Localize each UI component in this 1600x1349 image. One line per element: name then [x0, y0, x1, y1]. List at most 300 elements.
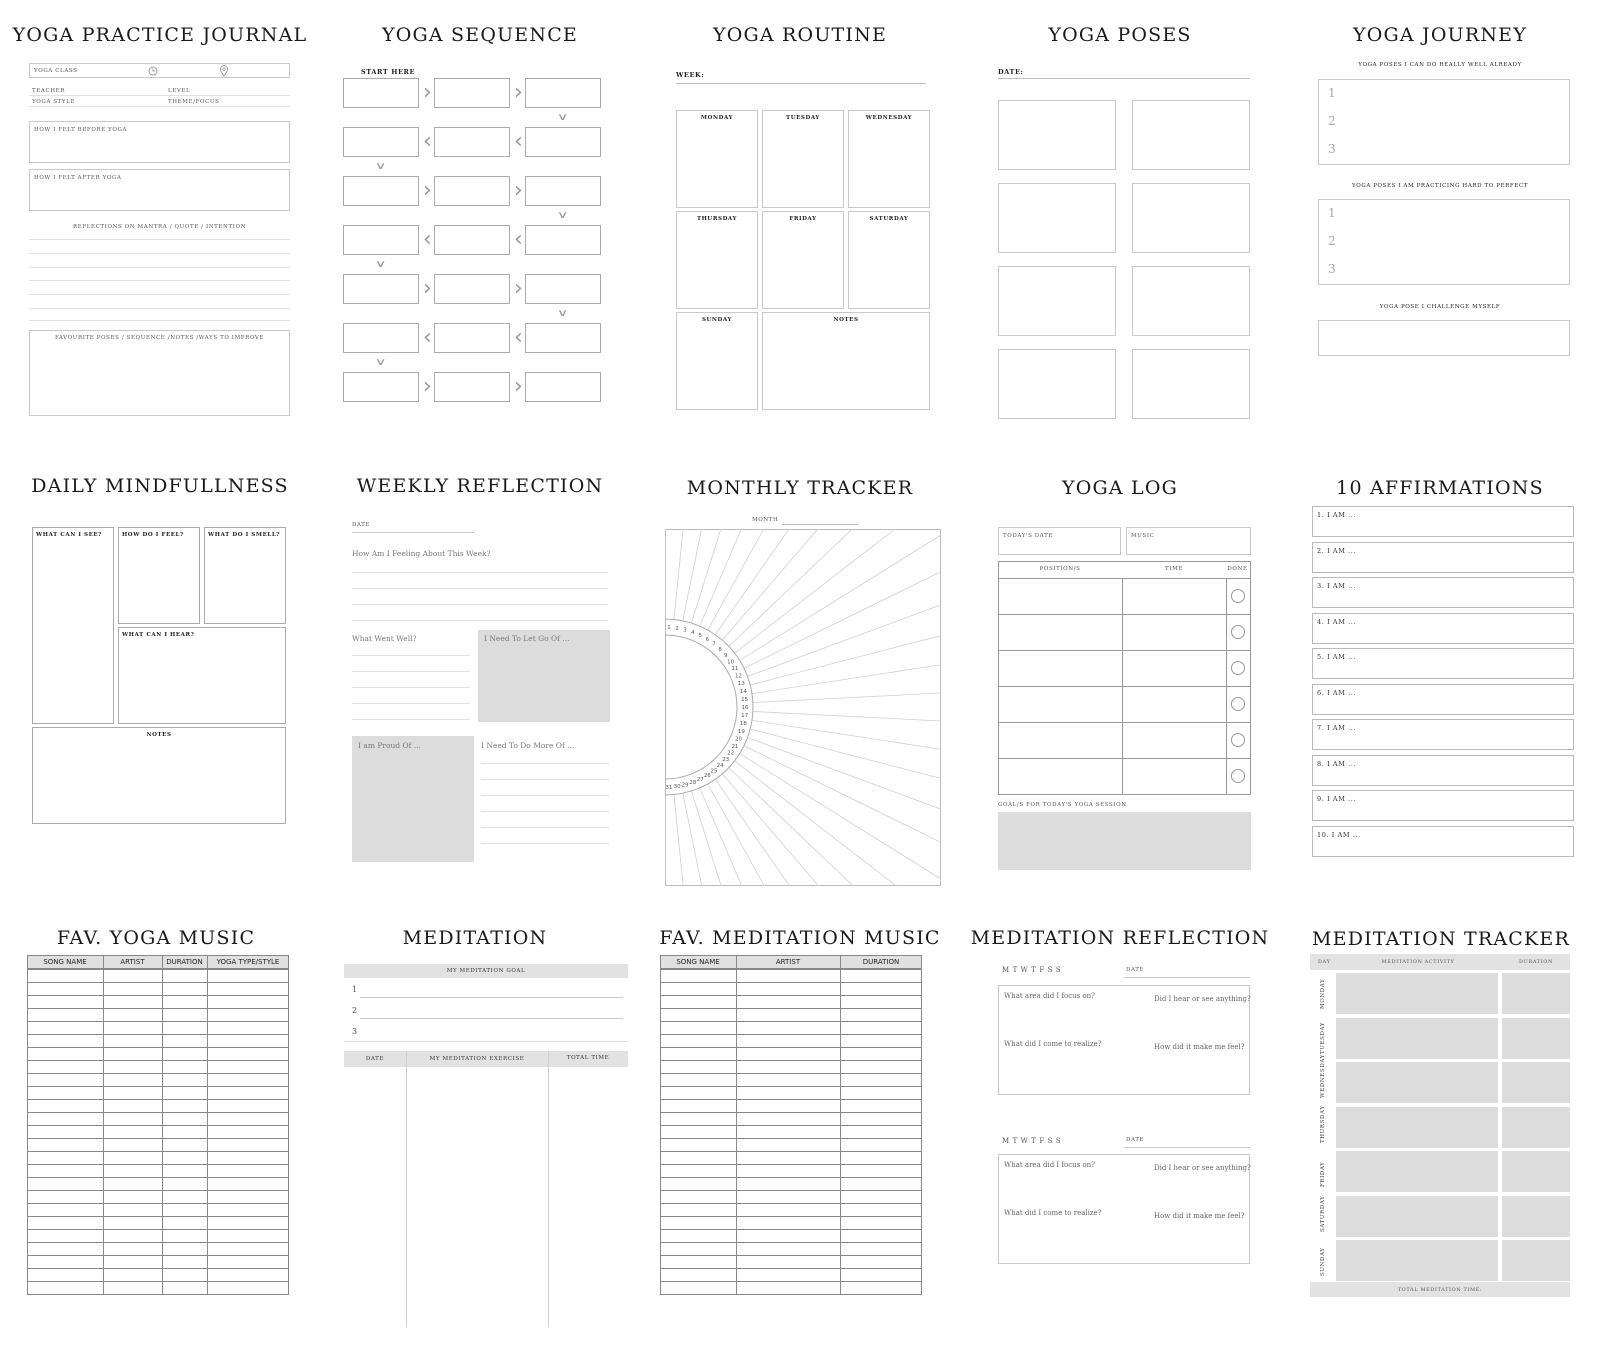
date-line — [1124, 977, 1250, 978]
day-number: 5 — [698, 633, 702, 640]
day-number: 15 — [741, 696, 749, 703]
table-row[interactable] — [660, 1060, 922, 1061]
log-table — [998, 561, 1251, 795]
see-label: WHAT CAN I SEE? — [36, 532, 103, 538]
column-header: DURATION — [166, 958, 203, 966]
realize-label: What did I come to realize? — [1004, 1040, 1102, 1048]
table-row[interactable] — [27, 1294, 289, 1295]
day-number: 27 — [696, 776, 704, 783]
table-row[interactable] — [660, 969, 922, 970]
table-row[interactable] — [660, 1229, 922, 1230]
column-divider — [406, 1051, 407, 1327]
line — [481, 827, 609, 828]
column-header: DURATION — [862, 958, 900, 966]
activity-cell[interactable] — [1336, 1018, 1498, 1059]
goals-box[interactable] — [998, 812, 1251, 870]
sequence-step-box[interactable] — [525, 372, 601, 402]
sequence-step-box[interactable] — [434, 78, 510, 108]
table-row[interactable] — [27, 1151, 289, 1152]
day-box-saturday[interactable] — [848, 211, 930, 309]
duration-cell[interactable] — [1502, 973, 1570, 1014]
hear-box[interactable] — [118, 627, 286, 724]
day-number: 26 — [703, 772, 711, 779]
sequence-step-box[interactable] — [343, 176, 419, 206]
day-number: 24 — [716, 762, 724, 769]
day-box-wednesday[interactable] — [848, 110, 930, 208]
item-number: 2 — [1328, 234, 1336, 248]
day-label: FRIDAY — [1320, 1161, 1326, 1187]
table-row[interactable] — [27, 1112, 289, 1113]
divider — [29, 106, 290, 107]
panel-meditation — [320, 900, 640, 1340]
line — [481, 843, 609, 844]
day-number: 17 — [741, 713, 749, 720]
date-line — [1124, 1147, 1250, 1148]
column-header: ARTIST — [120, 958, 145, 966]
column-divider — [162, 955, 163, 1294]
yoga-style-label: YOGA STYLE — [32, 99, 75, 105]
chevron-left-icon: ‹ — [514, 129, 523, 154]
item-number: 2 — [1328, 114, 1336, 128]
panel-yoga-poses — [960, 0, 1280, 430]
column-divider — [288, 955, 289, 1294]
sequence-step-box[interactable] — [434, 323, 510, 353]
table-row[interactable] — [27, 1034, 289, 1035]
day-number: 9 — [723, 652, 728, 659]
done-checkbox[interactable] — [1231, 661, 1245, 675]
day-number: 21 — [731, 743, 739, 750]
hear-label: Did I hear or see anything? — [1154, 995, 1251, 1003]
theme-label: THEME/FOCUS — [168, 99, 220, 105]
table-row[interactable] — [660, 1138, 922, 1139]
table-row[interactable] — [27, 1242, 289, 1243]
date-header: DATE — [365, 1056, 385, 1062]
feel-label: HOW DO I FEEL? — [122, 532, 184, 538]
day-label-friday: FRIDAY — [789, 216, 817, 222]
page-title: MONTHLY TRACKER — [686, 477, 914, 499]
done-checkbox[interactable] — [1231, 769, 1245, 783]
pose-box[interactable] — [998, 100, 1116, 170]
favourite-poses-box[interactable] — [29, 330, 290, 416]
pose-box[interactable] — [1132, 183, 1250, 253]
day-number: 29 — [681, 782, 689, 789]
column-divider — [840, 955, 841, 1294]
sequence-step-box[interactable] — [434, 127, 510, 157]
table-row[interactable] — [660, 1047, 922, 1048]
panel-10-affirmations — [1280, 450, 1600, 880]
date-label: DATE: — [998, 68, 1024, 76]
column-header: YOGA TYPE/STYLE — [216, 958, 280, 966]
done-header: DONE — [1227, 566, 1248, 572]
table-row[interactable] — [660, 1242, 922, 1243]
day-number: 16 — [741, 705, 749, 711]
sequence-step-box[interactable] — [343, 323, 419, 353]
page-title: YOGA POSES — [1048, 24, 1192, 46]
sequence-step-box[interactable] — [434, 225, 510, 255]
chevron-left-icon: ‹ — [423, 325, 432, 350]
panel-yoga-journey — [1280, 0, 1600, 430]
chevron-left-icon: ‹ — [514, 325, 523, 350]
weekday-selector[interactable]: M T W T F S S — [1002, 966, 1062, 974]
table-row[interactable] — [660, 1216, 922, 1217]
column-header: SONG NAME — [43, 958, 87, 966]
table-row[interactable] — [27, 1125, 289, 1126]
sequence-step-box[interactable] — [525, 78, 601, 108]
feel-box[interactable] — [118, 527, 200, 624]
table-row[interactable] — [660, 1294, 922, 1295]
duration-cell[interactable] — [1502, 1240, 1570, 1281]
chevron-left-icon: ‹ — [423, 129, 432, 154]
goal-number: 3 — [352, 1027, 358, 1036]
column-divider — [660, 955, 661, 1294]
line — [481, 763, 609, 764]
table-row[interactable] — [660, 1177, 922, 1178]
column-divider — [27, 955, 28, 1294]
day-label-wednesday: WEDNESDAY — [865, 115, 913, 121]
table-row[interactable] — [27, 995, 289, 996]
focus-label: What area did I focus on? — [1004, 992, 1095, 1000]
day-number: 4 — [691, 629, 695, 636]
table-row[interactable] — [660, 1112, 922, 1113]
affirmation-label: 9. I AM ... — [1317, 795, 1357, 803]
table-row[interactable] — [660, 1255, 922, 1256]
sequence-step-box[interactable] — [525, 176, 601, 206]
panel-yoga-practice-journal — [0, 0, 320, 430]
table-row[interactable] — [27, 1086, 289, 1087]
day-number: 31 — [665, 784, 673, 791]
done-checkbox[interactable] — [1231, 733, 1245, 747]
day-number: 28 — [689, 780, 697, 787]
tracker-frame — [666, 530, 941, 886]
day-number: 14 — [739, 688, 747, 695]
positions-header: POSITION/S — [1039, 566, 1081, 572]
table-row[interactable] — [660, 1151, 922, 1152]
day-header: DAY — [1318, 959, 1331, 965]
sequence-step-box[interactable] — [343, 127, 419, 157]
sequence-step-box[interactable] — [434, 274, 510, 304]
row-divider — [998, 722, 1251, 723]
divider — [29, 95, 290, 96]
line — [352, 655, 470, 656]
column-divider — [921, 955, 922, 1294]
panel-monthly-tracker — [640, 450, 960, 880]
page-title: YOGA SEQUENCE — [381, 24, 579, 46]
music-field[interactable] — [1126, 527, 1251, 555]
day-label: THURSDAY — [1320, 1104, 1326, 1143]
pose-box[interactable] — [998, 266, 1116, 336]
page-title: WEEKLY REFLECTION — [356, 475, 604, 497]
affirmation-label: 4. I AM ... — [1317, 617, 1357, 626]
table-row[interactable] — [27, 1021, 289, 1022]
sequence-step-box[interactable] — [434, 372, 510, 402]
duration-cell[interactable] — [1502, 1151, 1570, 1192]
panel-yoga-log — [960, 450, 1280, 880]
line — [29, 253, 290, 254]
page-title: DAILY MINDFULLNESS — [31, 475, 289, 497]
sequence-step-box[interactable] — [343, 78, 419, 108]
activity-header: MEDITATION ACTIVITY — [1381, 959, 1455, 965]
page-title: MEDITATION — [402, 927, 548, 949]
panel-daily-mindfulness — [0, 450, 320, 880]
pose-box[interactable] — [998, 349, 1116, 419]
affirmation-label: 7. I AM ... — [1317, 724, 1357, 732]
day-number: 6 — [705, 637, 710, 644]
table-row[interactable] — [27, 1255, 289, 1256]
notes-label: NOTES — [146, 732, 172, 738]
page-title: YOGA JOURNEY — [1352, 24, 1527, 46]
sequence-step-box[interactable] — [343, 372, 419, 402]
table-row[interactable] — [27, 1047, 289, 1048]
affirmation-label: 1. I AM ... — [1317, 511, 1357, 519]
table-row[interactable] — [27, 1177, 289, 1178]
chevron-down-icon: ∨ — [556, 308, 569, 319]
affirmation-label: 5. I AM ... — [1317, 653, 1357, 661]
notes-label: NOTES — [833, 317, 859, 323]
table-row[interactable] — [27, 1099, 289, 1100]
day-label-tuesday: TUESDAY — [786, 115, 820, 121]
item-number: 3 — [1328, 142, 1336, 156]
duration-cell[interactable] — [1502, 1062, 1570, 1103]
line — [29, 294, 290, 295]
practicing-box[interactable] — [1318, 199, 1570, 285]
day-label-sunday: SUNDAY — [701, 317, 733, 323]
challenge-box[interactable] — [1318, 320, 1570, 356]
goals-label: GOAL/S FOR TODAY'S YOGA SESSION — [998, 802, 1127, 808]
table-row[interactable] — [660, 1268, 922, 1269]
table-row[interactable] — [27, 1060, 289, 1061]
total-time-header: TOTAL TIME — [566, 1055, 610, 1061]
chevron-right-icon: › — [514, 276, 523, 301]
table-row[interactable] — [27, 1268, 289, 1269]
activity-cell[interactable] — [1336, 1062, 1498, 1103]
affirmation-label: 8. I AM ... — [1317, 759, 1357, 768]
line — [360, 997, 623, 998]
column-divider — [736, 955, 737, 1294]
see-box[interactable] — [32, 527, 114, 724]
line — [352, 604, 608, 605]
line — [29, 320, 290, 321]
duration-cell[interactable] — [1502, 1196, 1570, 1237]
row-divider — [998, 686, 1251, 687]
sequence-step-box[interactable] — [343, 274, 419, 304]
activity-cell[interactable] — [1336, 1107, 1498, 1148]
yoga-class-label: YOGA CLASS — [34, 68, 78, 74]
date-label: DATE — [1126, 967, 1145, 973]
chevron-down-icon: ∨ — [556, 210, 569, 221]
day-number: 11 — [731, 666, 739, 673]
page-title: FAV. MEDITATION MUSIC — [659, 927, 941, 949]
location-pin-icon — [219, 65, 229, 77]
line — [352, 703, 470, 704]
time-header: TIME — [1165, 566, 1183, 572]
table-row[interactable] — [660, 1008, 922, 1009]
well-box[interactable] — [1318, 79, 1570, 165]
todays-date-field[interactable] — [998, 527, 1121, 555]
table-row[interactable] — [27, 969, 289, 970]
chevron-right-icon: › — [514, 374, 523, 399]
table-row[interactable] — [27, 1203, 289, 1204]
sequence-step-box[interactable] — [343, 225, 419, 255]
page-title: YOGA LOG — [1061, 477, 1179, 499]
column-header: SONG NAME — [676, 958, 720, 966]
feel-label: How did it make me feel? — [1154, 1212, 1245, 1220]
table-row[interactable] — [27, 1138, 289, 1139]
day-label: SUNDAY — [1320, 1247, 1326, 1276]
day-label: TUESDAY — [1320, 1021, 1326, 1054]
day-number: 22 — [727, 750, 735, 757]
clock-icon — [148, 66, 158, 76]
pose-box[interactable] — [1132, 100, 1250, 170]
duration-header: DURATION — [1519, 959, 1553, 965]
day-number: 1 — [667, 625, 671, 632]
pose-box[interactable] — [998, 183, 1116, 253]
line — [481, 795, 609, 796]
table-row[interactable] — [660, 1021, 922, 1022]
panel-fav-meditation-music — [640, 900, 960, 1340]
day-number: 25 — [710, 768, 718, 775]
date-line — [998, 78, 1250, 79]
hear-label: WHAT CAN I HEAR? — [122, 632, 195, 638]
done-checkbox[interactable] — [1231, 697, 1245, 711]
week-label: WEEK: — [676, 71, 705, 79]
table-row[interactable] — [27, 1281, 289, 1282]
date-label: DATE — [352, 522, 371, 528]
row-divider — [998, 578, 1251, 579]
page-title: YOGA PRACTICE JOURNAL — [12, 24, 308, 46]
day-number: 19 — [737, 728, 745, 735]
line — [481, 779, 609, 780]
table-row[interactable] — [660, 1073, 922, 1074]
activity-cell[interactable] — [1336, 1151, 1498, 1192]
day-number: 20 — [735, 736, 743, 743]
let-go-label: I Need To Let Go Of ... — [484, 634, 570, 643]
day-number: 2 — [675, 625, 679, 632]
date-line — [352, 532, 474, 533]
table-row[interactable] — [660, 1125, 922, 1126]
chevron-left-icon: ‹ — [514, 227, 523, 252]
realize-label: What did I come to realize? — [1004, 1209, 1102, 1217]
went-well-label: What Went Well? — [352, 634, 417, 643]
done-checkbox[interactable] — [1231, 589, 1245, 603]
day-box-tuesday[interactable] — [762, 110, 844, 208]
level-label: LEVEL — [168, 88, 191, 94]
table-row[interactable] — [27, 982, 289, 983]
music-label: MUSIC — [1131, 533, 1155, 539]
sequence-step-box[interactable] — [525, 274, 601, 304]
reflections-label: REFLECTIONS ON MANTRA / QUOTE / INTENTION — [72, 224, 247, 230]
day-label-monday: MONDAY — [700, 115, 734, 121]
table-row[interactable] — [660, 1281, 922, 1282]
activity-cell[interactable] — [1336, 973, 1498, 1014]
page-title: MEDITATION REFLECTION — [970, 927, 1270, 949]
proud-box[interactable] — [352, 736, 474, 862]
weekday-selector[interactable]: M T W T F S S — [1002, 1137, 1062, 1145]
table-row[interactable] — [27, 1190, 289, 1191]
day-box-sunday[interactable] — [676, 312, 758, 410]
challenge-label: YOGA POSE I CHALLENGE MYSELF — [1379, 304, 1501, 310]
table-row[interactable] — [660, 1099, 922, 1100]
table-row[interactable] — [27, 1008, 289, 1009]
page-title: MEDITATION TRACKER — [1311, 928, 1570, 950]
day-label-saturday: SATURDAY — [869, 216, 909, 222]
table-row[interactable] — [27, 1164, 289, 1165]
well-label: YOGA POSES I CAN DO REALLY WELL ALREADY — [1358, 62, 1522, 68]
day-number: 23 — [722, 757, 730, 764]
duration-cell[interactable] — [1502, 1018, 1570, 1059]
date-label: DATE — [1126, 1137, 1145, 1143]
day-label: WEDNESDAY — [1320, 1054, 1326, 1098]
favourite-poses-label: FAVOURITE POSES / SEQUENCE /NOTES /WAYS TO IMPROVE — [54, 335, 265, 341]
notes-box[interactable] — [762, 312, 930, 410]
item-number: 3 — [1328, 262, 1336, 276]
done-checkbox[interactable] — [1231, 625, 1245, 639]
day-box-thursday[interactable] — [676, 211, 758, 309]
table-row[interactable] — [660, 1086, 922, 1087]
column-header: ARTIST — [775, 958, 801, 966]
activity-cell[interactable] — [1336, 1196, 1498, 1237]
column-divider — [207, 955, 208, 1294]
chevron-down-icon: ∨ — [556, 112, 569, 123]
chevron-right-icon: › — [514, 178, 523, 203]
panel-weekly-reflection — [320, 450, 640, 880]
month-line — [782, 524, 858, 525]
pose-box[interactable] — [1132, 349, 1250, 419]
proud-label: I am Proud Of ... — [358, 741, 421, 750]
focus-label: What area did I focus on? — [1004, 1161, 1095, 1169]
smell-box[interactable] — [204, 527, 286, 624]
line — [29, 267, 290, 268]
sequence-step-box[interactable] — [434, 176, 510, 206]
day-box-monday[interactable] — [676, 110, 758, 208]
notes-box[interactable] — [32, 727, 286, 824]
day-box-friday[interactable] — [762, 211, 844, 309]
table-row[interactable] — [660, 1190, 922, 1191]
line — [352, 719, 470, 720]
duration-cell[interactable] — [1502, 1107, 1570, 1148]
table-row[interactable] — [660, 1034, 922, 1035]
sequence-step-box[interactable] — [525, 127, 601, 157]
table-row[interactable] — [27, 1229, 289, 1230]
table-row[interactable] — [27, 1216, 289, 1217]
table-row[interactable] — [27, 1073, 289, 1074]
chevron-down-icon: ∨ — [374, 259, 387, 270]
page-title: FAV. YOGA MUSIC — [56, 927, 256, 949]
chevron-right-icon: › — [423, 276, 432, 301]
affirmation-label: 2. I AM ... — [1317, 546, 1357, 555]
row-divider — [998, 758, 1251, 759]
item-number: 1 — [1328, 206, 1336, 220]
pose-box[interactable] — [1132, 266, 1250, 336]
smell-label: WHAT DO I SMELL? — [208, 532, 281, 538]
let-go-box[interactable] — [478, 630, 610, 722]
table-row[interactable] — [660, 982, 922, 983]
sequence-step-box[interactable] — [525, 225, 601, 255]
affirmation-label: 10. I AM ... — [1317, 830, 1361, 839]
start-here-label: START HERE — [361, 68, 416, 76]
row-divider — [998, 650, 1251, 651]
table-row[interactable] — [660, 995, 922, 996]
sequence-step-box[interactable] — [525, 323, 601, 353]
affirmation-label: 6. I AM ... — [1317, 688, 1357, 697]
line — [352, 687, 470, 688]
feeling-label: How Am I Feeling About This Week? — [352, 549, 491, 558]
activity-cell[interactable] — [1336, 1240, 1498, 1281]
day-number: 12 — [735, 673, 743, 680]
table-row[interactable] — [660, 1164, 922, 1165]
before-yoga-label: HOW I FELT BEFORE YOGA — [34, 127, 128, 133]
day-number: 30 — [673, 784, 681, 791]
table-row[interactable] — [660, 1203, 922, 1204]
